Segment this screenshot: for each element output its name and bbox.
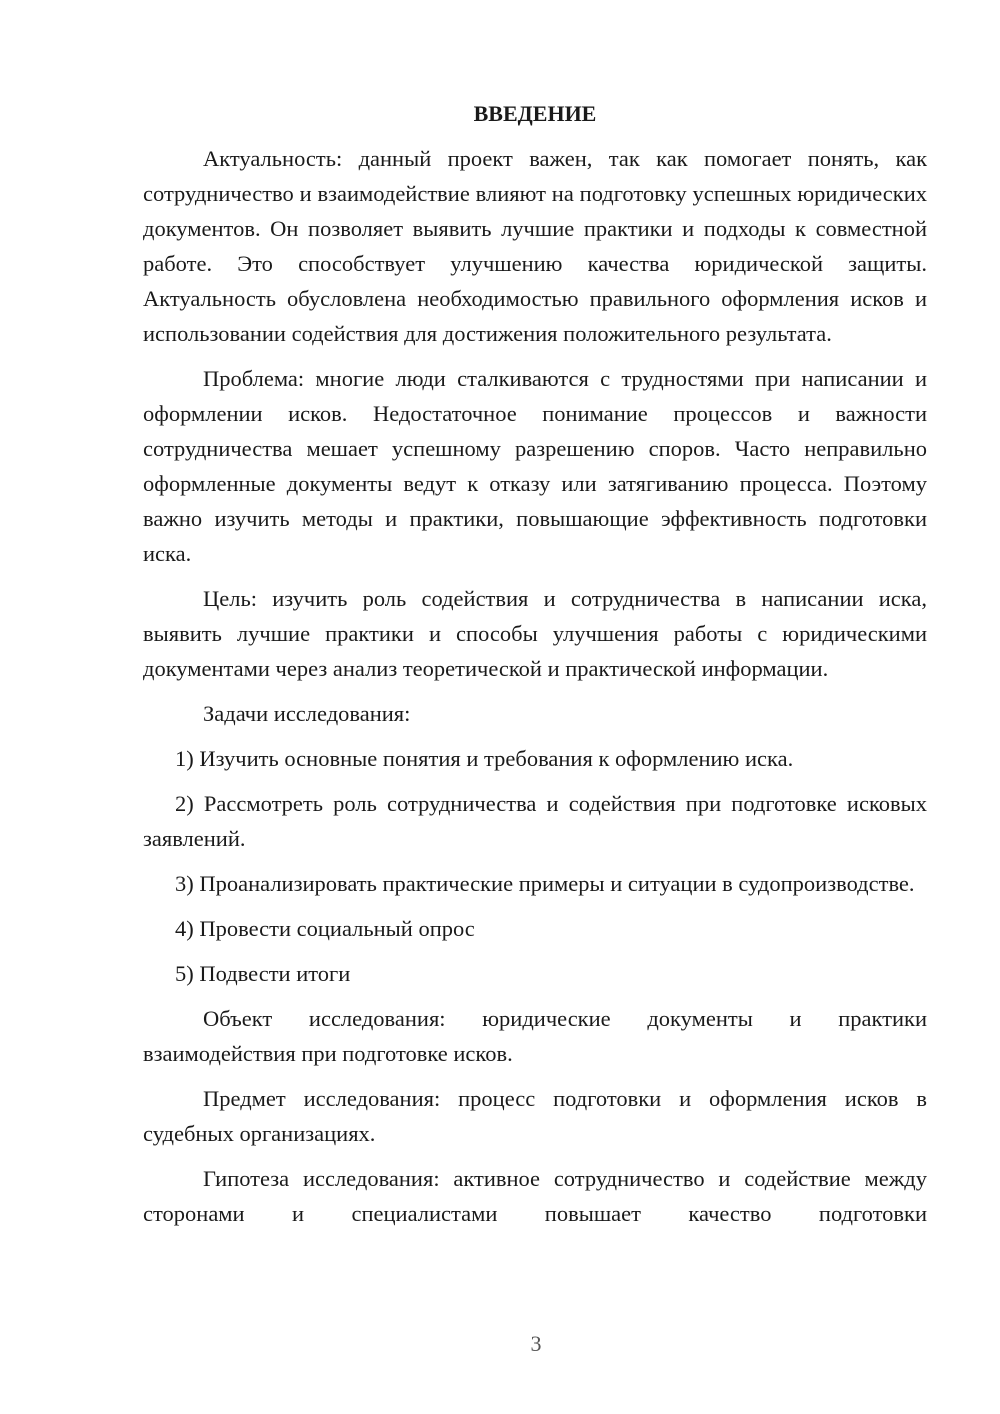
- paragraph-goal: Цель: изучить роль содействия и сотрудничества в написании иска, выявить лучшие практики и способы улучшения работы с юридическими документами через анализ теоретической и практической информации.: [143, 586, 927, 681]
- task-item-1: 1) Изучить основные понятия и требования к оформлению иска.: [175, 746, 794, 771]
- section-title: ВВЕДЕНИЕ: [473, 101, 597, 126]
- paragraph-object: Объект исследования: юридические документы и практики взаимодействия при подготовке исков.: [143, 1006, 927, 1066]
- paragraph-subject: Предмет исследования: процесс подготовки и оформления исков в судебных организациях.: [143, 1086, 927, 1146]
- task-item-2: 2) Рассмотреть роль сотрудничества и содействия при подготовке исковых заявлений.: [143, 791, 927, 851]
- task-item-4: 4) Провести социальный опрос: [175, 916, 475, 941]
- paragraph-relevance: Актуальность: данный проект важен, так как помогает понять, как сотрудничество и взаимодействие влияют на подготовку успешных юридических документов. Он позволяет выявить лучшие практики и подходы к совместной работе. Это способствует улучшению качества юридической защиты. Актуальность обусловлена необходимостью правильного оформления исков и использовании содействия для достижения положительного результата.: [143, 146, 927, 346]
- document-page: [143, 96, 927, 1241]
- task-item-3: 3) Проанализировать практические примеры и ситуации в судопроизводстве.: [175, 871, 915, 896]
- task-item-5: 5) Подвести итоги: [175, 961, 351, 986]
- page-number: 3: [530, 1331, 542, 1356]
- paragraph-hypothesis: Гипотеза исследования: активное сотрудничество и содействие между сторонами и специалистами повышает качество подготовки: [143, 1166, 927, 1226]
- paragraph-problem: Проблема: многие люди сталкиваются с трудностями при написании и оформлении исков. Недостаточное понимание процессов и важности сотрудничества мешает успешному разрешению споров. Часто неправильно оформленные документы ведут к отказу или затягиванию процесса. Поэтому важно изучить методы и практики, повышающие эффективность подготовки иска.: [143, 366, 927, 566]
- paragraph-tasks-heading: Задачи исследования:: [203, 701, 411, 726]
